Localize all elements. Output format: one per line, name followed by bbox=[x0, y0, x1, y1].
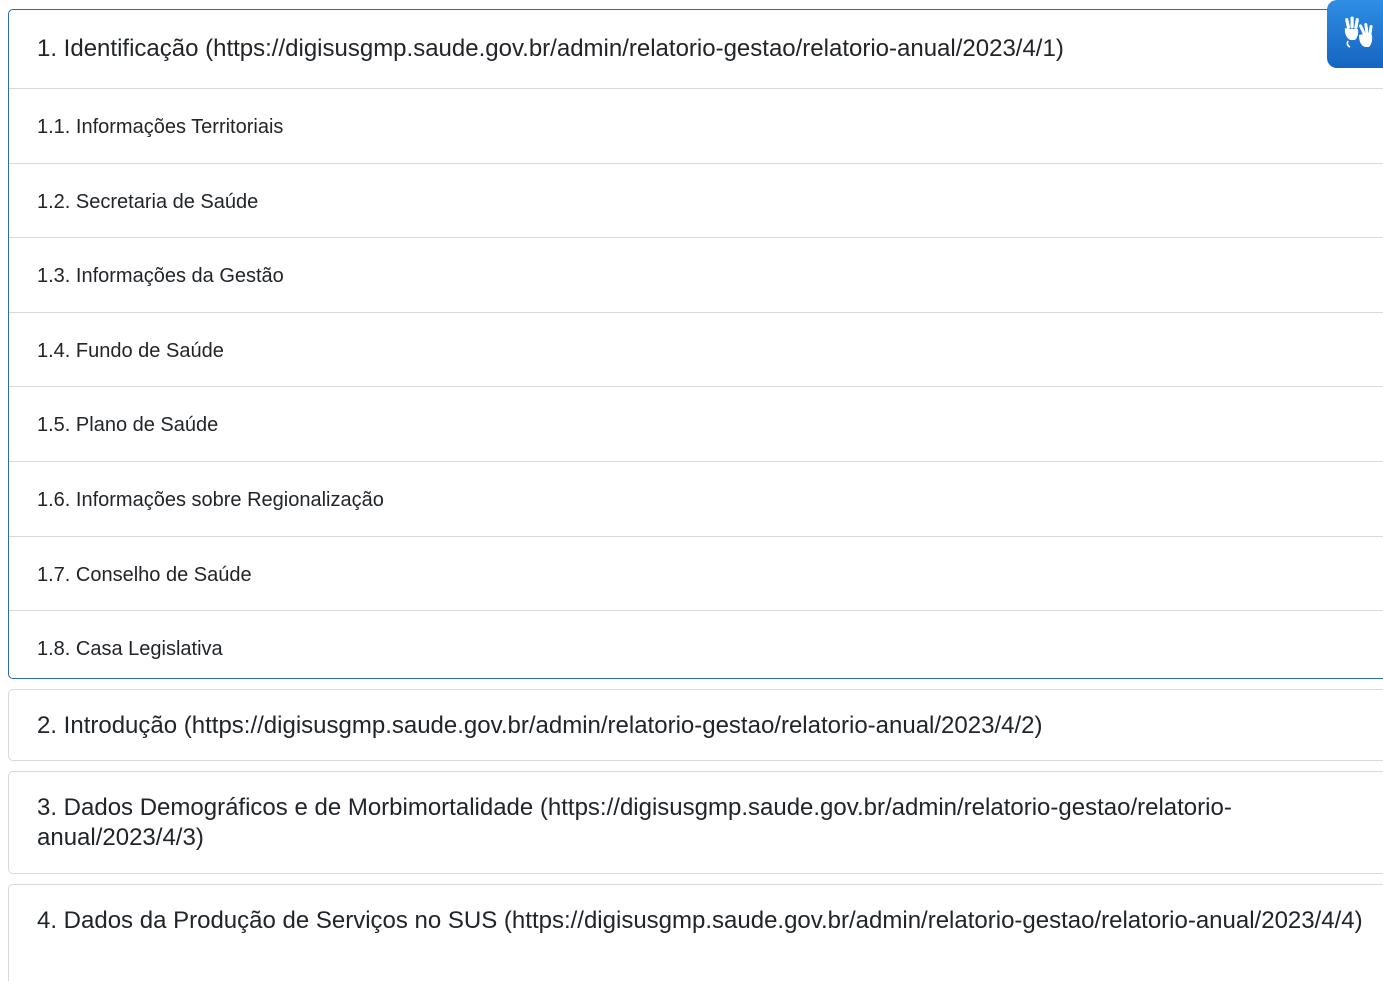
sign-language-hands-icon bbox=[1340, 14, 1376, 55]
accessibility-button[interactable] bbox=[1327, 0, 1383, 68]
section-card-producao-servicos bbox=[8, 884, 1383, 981]
subsection-plano-de-saude[interactable]: 1.5. Plano de Saúde bbox=[9, 387, 1383, 462]
subsection-fundo-de-saude[interactable]: 1.4. Fundo de Saúde bbox=[9, 313, 1383, 388]
section-header-introducao[interactable]: 2. Introdução (https://digisusgmp.saude.gov.br/admin/relatorio-gestao/relatorio-anual/2023/4/2) bbox=[37, 712, 1043, 739]
section-card-identificacao bbox=[8, 9, 1383, 679]
subsection-regionalizacao[interactable]: 1.6. Informações sobre Regionalização bbox=[9, 462, 1383, 537]
section-header-dados-demograficos[interactable]: 3. Dados Demográficos e de Morbimortalidade (https://digisusgmp.saude.gov.br/admin/relatorio-gestao/relatorio-anual/2023/4/3) bbox=[37, 794, 1232, 851]
subsection-casa-legislativa[interactable]: 1.8. Casa Legislativa bbox=[37, 638, 223, 661]
subsection-conselho-de-saude[interactable]: 1.7. Conselho de Saúde bbox=[9, 537, 1383, 612]
subsection-list bbox=[9, 89, 1383, 686]
section-header-identificacao[interactable]: 1. Identificação (https://digisusgmp.saude.gov.br/admin/relatorio-gestao/relatorio-anual/2023/4/1) bbox=[9, 10, 1383, 89]
subsection-secretaria-de-saude[interactable]: 1.2. Secretaria de Saúde bbox=[9, 164, 1383, 239]
section-card-dados-demograficos bbox=[8, 771, 1383, 874]
subsection-informacoes-da-gestao[interactable]: 1.3. Informações da Gestão bbox=[9, 238, 1383, 313]
subsection-informacoes-territoriais[interactable]: 1.1. Informações Territoriais bbox=[9, 89, 1383, 164]
section-card-introducao bbox=[8, 689, 1383, 761]
section-header-producao-servicos[interactable]: 4. Dados da Produção de Serviços no SUS (https://digisusgmp.saude.gov.br/admin/relatorio-gestao/relatorio-anual/2023/4/4) bbox=[37, 907, 1363, 934]
